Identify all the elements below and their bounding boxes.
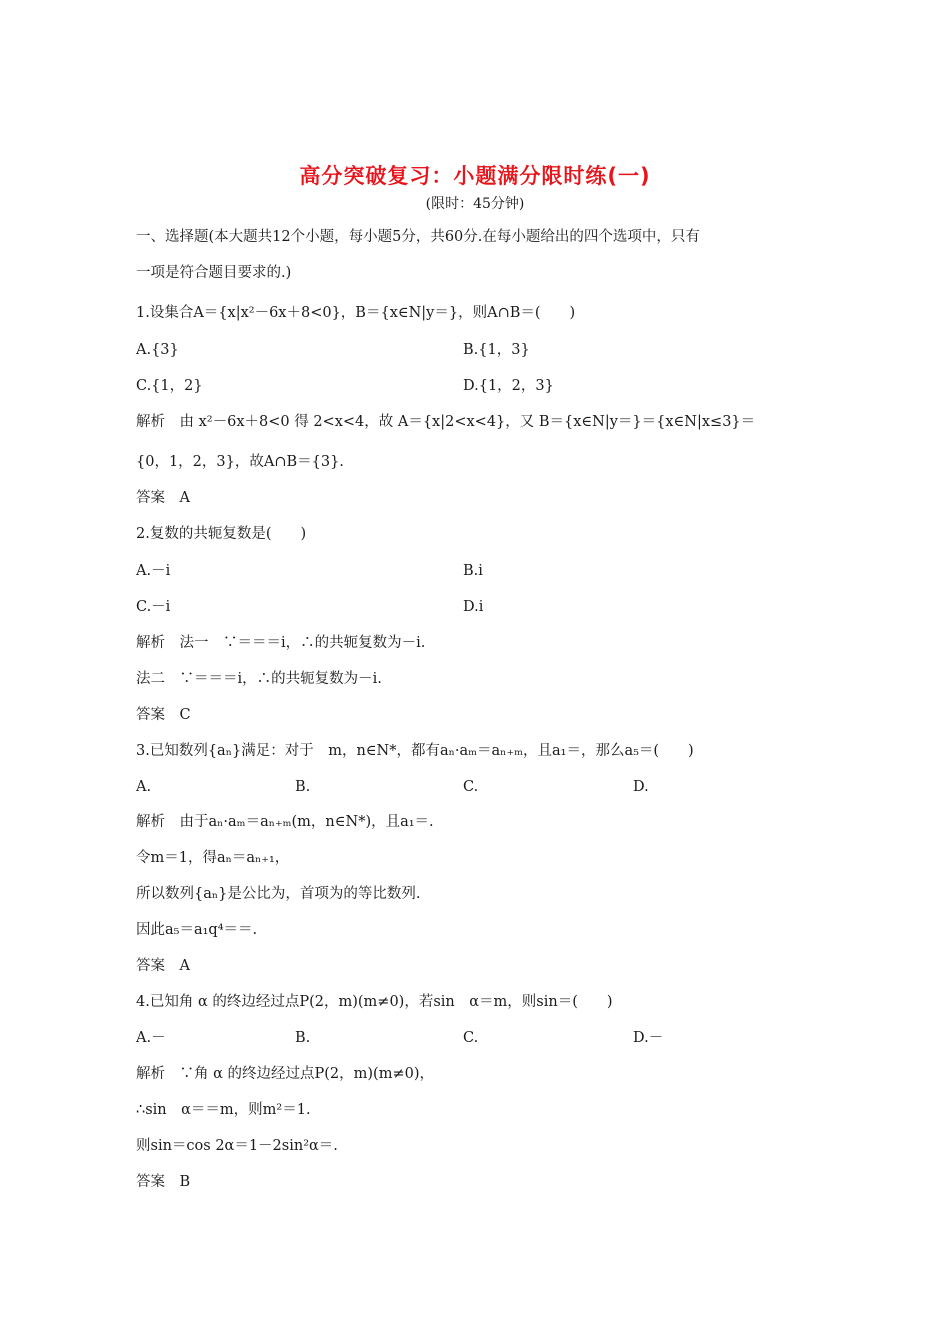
page-title: 高分突破复习：小题满分限时练(一) — [299, 164, 651, 188]
q2-answer: 答案 C — [136, 707, 191, 723]
q1-option-a: A.{3} — [136, 342, 179, 358]
section-instruction-line1: 一、选择题(本大题共12个小题，每小题5分，共60分.在每小题给出的四个选项中，只有 — [136, 229, 700, 245]
q1-option-b: B.{1，3} — [463, 342, 530, 358]
q4-analysis-line1: 解析 ∵角 α 的终边经过点P(2，m)(m≠0)， — [136, 1066, 434, 1082]
q4-analysis-line3: 则sin＝cos 2α＝1－2sin²α＝. — [136, 1138, 338, 1154]
q2-analysis-line2: 法二 ∵＝＝＝i，∴的共轭复数为－i. — [136, 671, 382, 687]
q4-analysis-line2: ∴sin α＝＝m，则m²＝1. — [136, 1102, 311, 1118]
q3-option-b: B. — [295, 779, 311, 795]
q4-option-b: B. — [295, 1030, 311, 1046]
q2-stem: 2.复数的共轭复数是( ) — [136, 526, 307, 542]
q4-option-a: A.－ — [136, 1030, 166, 1046]
q3-analysis-line1: 解析 由于aₙ·aₘ＝aₙ₊ₘ(m，n∈N*)，且a₁＝. — [136, 814, 434, 830]
q4-option-c: C. — [463, 1030, 479, 1046]
q1-option-c: C.{1，2} — [136, 378, 203, 394]
q2-option-a: A.－i — [136, 563, 171, 579]
q3-option-a: A. — [136, 779, 152, 795]
q2-option-d: D.i — [463, 599, 484, 615]
q3-option-c: C. — [463, 779, 479, 795]
q2-option-c: C.－i — [136, 599, 171, 615]
q4-stem: 4.已知角 α 的终边经过点P(2，m)(m≠0)，若sin α＝m，则sin＝( ) — [136, 994, 613, 1010]
time-limit-note: (限时：45分钟) — [425, 196, 525, 212]
q1-analysis-line2: {0，1，2，3}，故A∩B＝{3}. — [136, 454, 344, 470]
q3-answer: 答案 A — [136, 958, 190, 974]
q4-answer: 答案 B — [136, 1174, 191, 1190]
section-instruction-line2: 一项是符合题目要求的.) — [136, 265, 292, 281]
q4-option-d: D.－ — [633, 1030, 664, 1046]
q1-option-d: D.{1，2，3} — [463, 378, 554, 394]
q2-analysis-line1: 解析 法一 ∵＝＝＝i，∴的共轭复数为－i. — [136, 635, 426, 651]
q2-option-b: B.i — [463, 563, 483, 579]
q3-analysis-line2: 令m＝1，得aₙ＝aₙ₊₁， — [136, 850, 290, 866]
q3-option-d: D. — [633, 779, 649, 795]
q1-analysis-line1: 解析 由 x²－6x＋8<0 得 2<x<4，故 A＝{x|2<x<4}，又 B＝{x∈N|y＝}＝{x∈N|x≤3}＝ — [136, 414, 756, 430]
q3-analysis-line4: 因此a₅＝a₁q⁴＝＝. — [136, 922, 258, 938]
q1-answer: 答案 A — [136, 490, 190, 506]
q3-stem: 3.已知数列{aₙ}满足：对于 m，n∈N*，都有aₙ·aₘ＝aₙ₊ₘ，且a₁＝，那么a₅＝( ) — [136, 743, 694, 759]
q1-stem: 1.设集合A＝{x|x²－6x＋8<0}，B＝{x∈N|y＝}，则A∩B＝( ) — [136, 305, 576, 321]
q3-analysis-line3: 所以数列{aₙ}是公比为，首项为的等比数列. — [136, 886, 421, 902]
